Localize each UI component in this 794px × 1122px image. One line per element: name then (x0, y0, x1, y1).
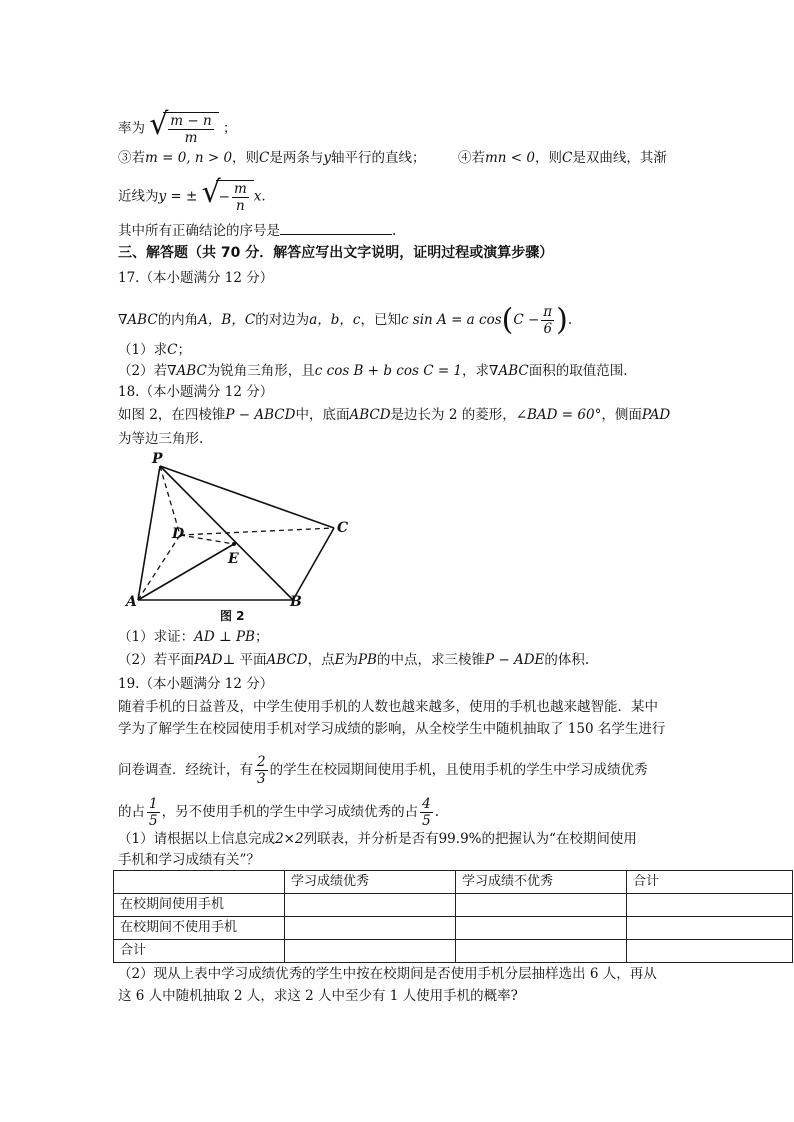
fraction-denominator: 5 (149, 813, 158, 829)
text: ，侧面 (601, 407, 642, 423)
math: P − ADE (484, 652, 545, 668)
text: 的体积. (544, 652, 590, 668)
table-cell[interactable] (627, 940, 793, 963)
text: 率为 (118, 120, 145, 137)
q19-line-3 (118, 754, 648, 787)
fraction-denominator: m (184, 130, 198, 146)
math: ∇ABC (489, 363, 529, 379)
point-E (232, 542, 236, 546)
q19-line-1: 随着手机的日益普及，中学生使用手机的人数也越来越多，使用的手机也越来越智能．某中 (118, 699, 658, 715)
fraction-numerator: m (233, 181, 247, 197)
text: 的占 (118, 804, 145, 820)
math: PB (357, 652, 377, 668)
math: C − (513, 312, 540, 328)
figure-caption: 图 2 (220, 609, 245, 623)
text: 的学生在校园期间使用手机，且使用手机的学生中学习成绩优秀 (269, 762, 648, 778)
fraction-numerator: 2 (257, 754, 266, 770)
math: C (561, 150, 573, 166)
table-header-cell: 合计 (627, 871, 793, 894)
text: 的内角 (157, 312, 199, 328)
label-E: E (228, 551, 239, 567)
text: . (567, 312, 573, 328)
math: y (323, 150, 332, 166)
text: . (434, 804, 439, 820)
q19-line-2: 学为了解学生在校园使用手机对学习成绩的影响，从全校学生中随机抽取了 150 名学生进行 (118, 721, 666, 737)
q19-part-1-line-2: 手机和学习成绩有关”？ (118, 852, 260, 868)
text: 其中所有正确结论的序号是 (118, 223, 280, 239)
text: 轴平行的直线； (331, 150, 426, 166)
text: 如图 2，在四棱锥 (118, 407, 226, 423)
text: ⊥ 平面 (222, 652, 267, 668)
table-cell[interactable] (627, 894, 793, 917)
text: （2）若 (118, 363, 168, 379)
table-header-cell (114, 871, 285, 894)
text: 面积的取值范围. (528, 363, 628, 379)
math: ∠BAD = 60° (515, 407, 602, 423)
text: ，求 (462, 363, 490, 379)
q18-stem-1 (118, 406, 670, 424)
q17-part-2 (118, 362, 628, 380)
text: ③若 (118, 150, 145, 166)
edge-DC (180, 528, 334, 535)
fraction-numerator: π (543, 304, 553, 320)
math: c sin A = a cos (400, 312, 502, 328)
q19-part-2-line-1: （2）现从上表中学习成绩优秀的学生中按在校期间是否使用手机分层抽样选出 6 人，再从 (118, 966, 657, 982)
text: ，另不使用手机的学生中学习成绩优秀的占 (161, 804, 419, 820)
math: m = 0, n > 0 (145, 150, 233, 166)
contingency-table (113, 870, 793, 963)
text: （2）若平面 (118, 652, 195, 668)
math: C (259, 150, 270, 166)
math: ∇ABC (118, 312, 158, 328)
table-cell[interactable] (285, 940, 456, 963)
text: ，则 (534, 150, 562, 166)
text: 近线为 (118, 188, 159, 205)
math: c cos B + b cos C = 1 (314, 363, 463, 379)
table-cell[interactable] (456, 940, 627, 963)
math: P − ABCD (225, 407, 296, 423)
answer-blank[interactable] (280, 222, 392, 235)
prev-q-line-2 (118, 149, 426, 167)
table-row (114, 917, 793, 940)
math: a，b，c (309, 312, 361, 328)
q19-line-4 (118, 796, 439, 829)
math: mn < 0 (485, 150, 535, 166)
text: . (392, 223, 397, 239)
math: x (253, 188, 262, 205)
text: ； (222, 120, 237, 137)
math: E (334, 652, 345, 668)
edge-BC (293, 528, 334, 600)
fraction-denominator: 3 (257, 771, 266, 787)
fraction-denominator: n (236, 198, 245, 214)
table-row (114, 894, 793, 917)
math: 99.9% (438, 831, 482, 847)
segment-AE (138, 544, 234, 600)
q19-header: 19.（本小题满分 12 分） (118, 676, 274, 692)
table-row-label: 合计 (114, 940, 285, 963)
text: ④若 (458, 150, 485, 166)
table-cell[interactable] (285, 894, 456, 917)
label-C: C (337, 520, 349, 536)
text: ，已知 (360, 312, 401, 328)
sqrt-expression: √ − $\frac{m}{n}$ (202, 180, 254, 214)
math: ABCD (349, 407, 391, 423)
math: PAD (194, 652, 223, 668)
text: . (261, 188, 266, 205)
label-A: A (126, 594, 137, 610)
table-row (114, 940, 793, 963)
text: 的对边为 (255, 312, 310, 328)
fraction-numerator: 1 (149, 796, 158, 812)
pyramid-figure (118, 448, 378, 623)
label-D: D (172, 526, 185, 542)
label-B: B (290, 594, 302, 610)
math: C (167, 342, 178, 358)
text: （1）求 (118, 342, 168, 358)
math: ∇ABC (167, 363, 207, 379)
text: ； (254, 629, 269, 645)
text: 列联表，并分析是否有 (303, 831, 439, 847)
text: ； (177, 342, 191, 358)
table-header-cell: 学习成绩优秀 (285, 871, 456, 894)
text: 的中点，求三棱锥 (376, 652, 485, 668)
table-header-row (114, 871, 793, 894)
edge-PC (160, 466, 334, 528)
text: 问卷调查．经统计，有 (118, 762, 253, 778)
q18-header: 18.（本小题满分 12 分） (118, 384, 274, 400)
sqrt-expression: √ $\frac{m - n}{m}$ (149, 112, 218, 146)
math: PAD (641, 407, 671, 423)
table-cell[interactable] (285, 917, 456, 940)
text: （1）请根据以上信息完成 (118, 831, 276, 847)
label-P: P (152, 451, 163, 467)
math: A，B，C (198, 312, 256, 328)
section-title: 三、解答题（共 70 分．解答应写出文字说明，证明过程或演算步骤） (118, 245, 554, 261)
table-header-cell: 学习成绩不优秀 (456, 871, 627, 894)
q18-part-2 (118, 651, 589, 669)
text: 是边长为 2 的菱形， (390, 407, 516, 423)
table-cell[interactable] (627, 917, 793, 940)
fraction-denominator: 6 (543, 321, 553, 337)
text: 是两条与 (269, 150, 324, 166)
prev-q-line-1 (118, 107, 237, 146)
fraction-denominator: 5 (422, 813, 431, 829)
q19-part-2-line-2: 这 6 人中随机抽取 2 人，求这 2 人中至少有 1 人使用手机的概率? (118, 988, 518, 1004)
text: ，则 (232, 150, 260, 166)
segment-DE (180, 535, 234, 544)
table-row-label: 在校期间不使用手机 (114, 917, 285, 940)
fraction-numerator: m − n (170, 113, 212, 129)
math: y = ± (158, 188, 198, 205)
table-cell[interactable] (456, 894, 627, 917)
q17-part-1 (118, 341, 191, 359)
text: 为锐角三角形，且 (206, 363, 315, 379)
q19-part-1 (118, 830, 637, 848)
edge-PA (138, 466, 160, 600)
text: 为 (344, 652, 358, 668)
q18-stem-2: 为等边三角形. (118, 431, 204, 447)
math: AD ⊥ PB (194, 629, 255, 645)
math: 2×2 (275, 831, 304, 847)
table-row-label: 在校期间使用手机 (114, 894, 285, 917)
table-cell[interactable] (456, 917, 627, 940)
q17-stem: ∇ABC的内角A，B，C的对边为a，b，c，已知c sin A = a cos(C − $\frac{\pi}{6}$ ). (118, 302, 573, 338)
text: 是双曲线，其渐 (572, 150, 667, 166)
fraction-numerator: 4 (422, 796, 431, 812)
prev-q-line-4 (118, 222, 396, 240)
q18-part-1 (118, 628, 268, 646)
prev-q-line-2b (458, 149, 667, 167)
math: ABCD (266, 652, 308, 668)
text: 中，底面 (295, 407, 350, 423)
text: （1）求证： (118, 629, 195, 645)
prev-q-line-3 (118, 175, 266, 214)
edge-AD (138, 535, 180, 600)
text: ，点 (307, 652, 335, 668)
q17-header: 17.（本小题满分 12 分） (118, 270, 274, 286)
text: 的把握认为“在校期间使用 (481, 831, 637, 847)
